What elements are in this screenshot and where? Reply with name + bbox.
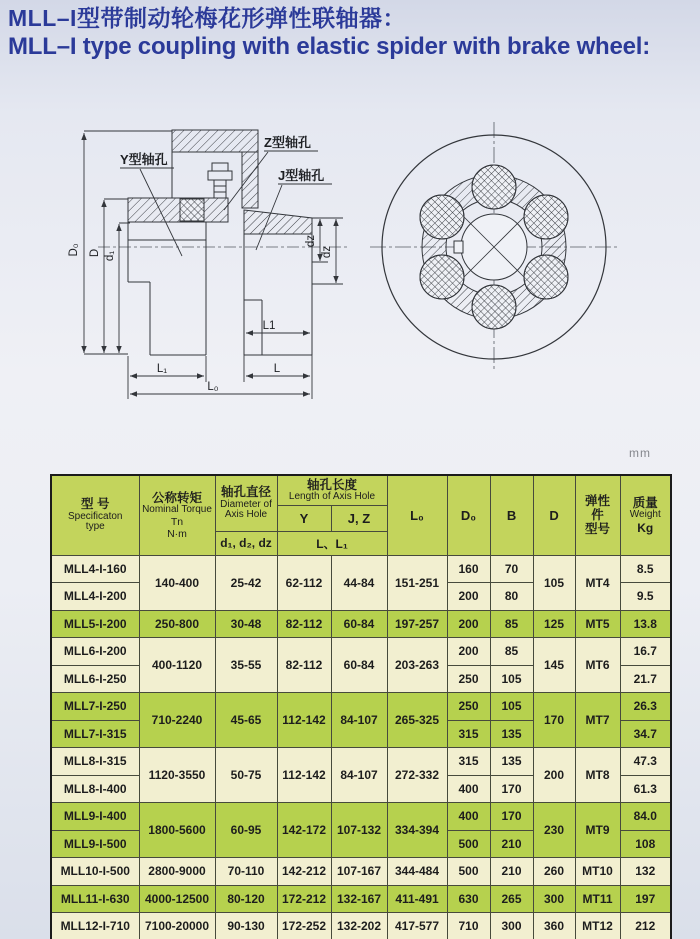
dim-label-L: L xyxy=(273,363,281,375)
bolt-detail xyxy=(208,163,232,198)
cell-model: MLL8-I-400 xyxy=(51,775,139,803)
cell-torque: 140-400 xyxy=(139,555,215,610)
cell-L0: 344-484 xyxy=(387,858,447,886)
header-dia-en: Diameter of xyxy=(220,498,272,510)
cell-torque: 1120-3550 xyxy=(139,748,215,803)
cell-weight: 212 xyxy=(620,913,671,939)
table-row xyxy=(51,748,671,776)
cell-D: 200 xyxy=(533,748,575,803)
cell-elastic-model: MT7 xyxy=(575,693,620,748)
hub-flange-section xyxy=(128,198,228,222)
col-header-elastic xyxy=(575,475,620,555)
cell-torque: 710-2240 xyxy=(139,693,215,748)
cell-B: 265 xyxy=(490,885,533,913)
cell-length-jz: 107-132 xyxy=(331,803,387,858)
cell-D0: 250 xyxy=(447,693,490,721)
cell-model: MLL9-I-500 xyxy=(51,830,139,858)
dim-label-D: D xyxy=(89,248,101,258)
cell-length-jz: 84-107 xyxy=(331,693,387,748)
table-row xyxy=(51,913,671,939)
cell-B: 135 xyxy=(490,720,533,748)
cell-length-y: 82-112 xyxy=(277,638,331,693)
dim-label-L0: L₀ xyxy=(207,381,219,393)
cell-L0: 203-263 xyxy=(387,638,447,693)
dim-label-L1: L₁ xyxy=(156,363,168,375)
keyway xyxy=(454,241,463,253)
cell-diameter: 45-65 xyxy=(215,693,277,748)
table-row xyxy=(51,803,671,831)
header-len-sub: L、L₁ xyxy=(277,531,387,555)
cell-D: 300 xyxy=(533,885,575,913)
cell-D0: 200 xyxy=(447,638,490,666)
callout-j-hole: J型轴孔 xyxy=(278,168,325,183)
cell-weight: 47.3 xyxy=(620,748,671,776)
cell-weight: 197 xyxy=(620,885,671,913)
cell-B: 80 xyxy=(490,583,533,611)
cell-elastic-model: MT12 xyxy=(575,913,620,939)
cell-diameter: 90-130 xyxy=(215,913,277,939)
cell-length-jz: 107-167 xyxy=(331,858,387,886)
header-weight-zh: 质量 xyxy=(632,495,658,510)
cell-model: MLL5-I-200 xyxy=(51,610,139,638)
cell-length-y: 82-112 xyxy=(277,610,331,638)
cell-D: 125 xyxy=(533,610,575,638)
cell-length-jz: 60-84 xyxy=(331,610,387,638)
dim-label-D0: D₀ xyxy=(68,243,80,257)
cell-model: MLL11-I-630 xyxy=(51,885,139,913)
cell-L0: 334-394 xyxy=(387,803,447,858)
cell-length-jz: 132-202 xyxy=(331,913,387,939)
col-header-JZ: J, Z xyxy=(331,505,387,531)
cell-D0: 500 xyxy=(447,858,490,886)
cell-model: MLL7-I-250 xyxy=(51,693,139,721)
cell-B: 105 xyxy=(490,665,533,693)
header-weight-unit: Kg xyxy=(637,520,654,535)
cell-diameter: 80-120 xyxy=(215,885,277,913)
header-model-en: Specificaton xyxy=(68,510,123,522)
cell-model: MLL8-I-315 xyxy=(51,748,139,776)
spec-table xyxy=(50,474,672,939)
cell-D: 105 xyxy=(533,555,575,610)
cell-B: 70 xyxy=(490,555,533,583)
dim-label-d1: d₁ xyxy=(104,250,116,262)
cell-length-y: 62-112 xyxy=(277,555,331,610)
cell-length-y: 112-142 xyxy=(277,748,331,803)
front-view xyxy=(370,122,620,372)
cell-length-jz: 84-107 xyxy=(331,748,387,803)
cell-model: MLL12-I-710 xyxy=(51,913,139,939)
col-header-length xyxy=(277,475,387,505)
cell-torque: 7100-20000 xyxy=(139,913,215,939)
cell-model: MLL4-I-160 xyxy=(51,555,139,583)
cell-weight: 21.7 xyxy=(620,665,671,693)
header-dia-en2: Axis Hole xyxy=(224,509,268,521)
col-header-D0: D₀ xyxy=(447,475,490,555)
spec-table-header xyxy=(51,475,671,555)
table-row xyxy=(51,885,671,913)
cell-weight: 26.3 xyxy=(620,693,671,721)
cell-L0: 151-251 xyxy=(387,555,447,610)
cell-length-jz: 44-84 xyxy=(331,555,387,610)
cell-diameter: 60-95 xyxy=(215,803,277,858)
brake-rim-section xyxy=(172,130,258,152)
dimension-labels xyxy=(68,235,333,393)
cell-B: 105 xyxy=(490,693,533,721)
dim-label-dz-b: dz xyxy=(321,245,333,259)
callout-y-hole: Y型轴孔 xyxy=(120,152,168,167)
cell-D0: 630 xyxy=(447,885,490,913)
cell-B: 135 xyxy=(490,748,533,776)
cell-length-jz: 60-84 xyxy=(331,638,387,693)
header-torque-zh: 公称转矩 xyxy=(151,490,202,505)
table-row xyxy=(51,555,671,583)
cell-D0: 200 xyxy=(447,610,490,638)
cell-weight: 132 xyxy=(620,858,671,886)
cell-B: 300 xyxy=(490,913,533,939)
cell-diameter: 50-75 xyxy=(215,748,277,803)
unit-label: mm xyxy=(629,446,651,460)
cell-weight: 9.5 xyxy=(620,583,671,611)
cell-elastic-model: MT11 xyxy=(575,885,620,913)
cell-diameter: 70-110 xyxy=(215,858,277,886)
page-title-zh: MLL–I型带制动轮梅花形弹性联轴器： xyxy=(8,5,406,31)
cell-D0: 500 xyxy=(447,830,490,858)
cell-length-y: 142-212 xyxy=(277,858,331,886)
cell-torque: 400-1120 xyxy=(139,638,215,693)
header-len-en: Length of Axis Hole xyxy=(288,491,376,503)
col-header-B: B xyxy=(490,475,533,555)
cell-D0: 315 xyxy=(447,748,490,776)
header-elastic-1: 弹性 xyxy=(585,493,611,508)
cell-B: 210 xyxy=(490,858,533,886)
cell-torque: 2800-9000 xyxy=(139,858,215,886)
col-header-diameter xyxy=(215,475,277,531)
cell-L0: 411-491 xyxy=(387,885,447,913)
cell-length-y: 112-142 xyxy=(277,693,331,748)
cell-weight: 108 xyxy=(620,830,671,858)
cell-B: 85 xyxy=(490,610,533,638)
cell-diameter: 35-55 xyxy=(215,638,277,693)
right-hub-outline xyxy=(244,234,312,355)
header-model-en2: type xyxy=(85,521,105,533)
cell-torque: 4000-12500 xyxy=(139,885,215,913)
cell-B: 170 xyxy=(490,803,533,831)
cell-L0: 272-332 xyxy=(387,748,447,803)
cell-L0: 265-325 xyxy=(387,693,447,748)
page-title-en: MLL–I type coupling with elastic spider with brake wheel: xyxy=(8,33,651,61)
table-row xyxy=(51,693,671,721)
cell-B: 210 xyxy=(490,830,533,858)
cell-length-y: 142-172 xyxy=(277,803,331,858)
table-row xyxy=(51,638,671,666)
cell-weight: 84.0 xyxy=(620,803,671,831)
col-header-weight xyxy=(620,475,671,555)
table-row xyxy=(51,858,671,886)
cell-torque: 250-800 xyxy=(139,610,215,638)
cell-D0: 160 xyxy=(447,555,490,583)
cell-model: MLL4-I-200 xyxy=(51,583,139,611)
cell-B: 170 xyxy=(490,775,533,803)
cell-diameter: 25-42 xyxy=(215,555,277,610)
cell-D: 260 xyxy=(533,858,575,886)
col-header-Y: Y xyxy=(277,505,331,531)
header-torque-unit: N·m xyxy=(167,527,187,540)
col-header-torque xyxy=(139,475,215,555)
cell-elastic-model: MT9 xyxy=(575,803,620,858)
header-dia-sub: d₁, d₂, dz xyxy=(215,531,277,555)
cell-weight: 8.5 xyxy=(620,555,671,583)
dim-label-L1-mid: L1 xyxy=(262,320,276,332)
cell-D: 230 xyxy=(533,803,575,858)
cell-model: MLL9-I-400 xyxy=(51,803,139,831)
col-header-L0: L₀ xyxy=(387,475,447,555)
cell-model: MLL10-I-500 xyxy=(51,858,139,886)
cell-model: MLL6-I-200 xyxy=(51,638,139,666)
cell-elastic-model: MT10 xyxy=(575,858,620,886)
header-dia-zh: 轴孔直径 xyxy=(220,485,271,500)
cell-weight: 13.8 xyxy=(620,610,671,638)
table-row xyxy=(51,610,671,638)
cell-elastic-model: MT8 xyxy=(575,748,620,803)
cell-D: 360 xyxy=(533,913,575,939)
cell-weight: 34.7 xyxy=(620,720,671,748)
cell-L0: 417-577 xyxy=(387,913,447,939)
header-len-zh: 轴孔长度 xyxy=(307,477,358,492)
cell-L0: 197-257 xyxy=(387,610,447,638)
header-weight-en: Weight xyxy=(629,509,661,521)
header-model-zh: 型 号 xyxy=(81,497,110,512)
right-hub-section xyxy=(244,210,312,234)
left-hub-outline xyxy=(128,222,206,355)
header-elastic-2: 件 xyxy=(591,508,604,523)
technical-drawing xyxy=(0,80,700,460)
callout-z-hole: Z型轴孔 xyxy=(264,135,311,150)
cell-D0: 200 xyxy=(447,583,490,611)
cell-D0: 400 xyxy=(447,803,490,831)
cell-weight: 61.3 xyxy=(620,775,671,803)
cell-model: MLL6-I-250 xyxy=(51,665,139,693)
col-header-D: D xyxy=(533,475,575,555)
cell-diameter: 30-48 xyxy=(215,610,277,638)
cell-length-jz: 132-167 xyxy=(331,885,387,913)
cell-torque: 1800-5600 xyxy=(139,803,215,858)
header-torque-en: Nominal Torque xyxy=(142,503,212,515)
header-torque-sym: Tn xyxy=(170,515,184,528)
cell-B: 85 xyxy=(490,638,533,666)
cell-weight: 16.7 xyxy=(620,638,671,666)
cell-D: 145 xyxy=(533,638,575,693)
cell-D0: 400 xyxy=(447,775,490,803)
cell-length-y: 172-212 xyxy=(277,885,331,913)
dim-label-dz-a: dz xyxy=(305,234,317,248)
cell-D0: 315 xyxy=(447,720,490,748)
page-title xyxy=(8,4,650,62)
brake-web-section xyxy=(242,152,258,208)
header-elastic-3: 型号 xyxy=(585,522,611,537)
cell-D0: 250 xyxy=(447,665,490,693)
cell-elastic-model: MT6 xyxy=(575,638,620,693)
cell-elastic-model: MT4 xyxy=(575,555,620,610)
cell-elastic-model: MT5 xyxy=(575,610,620,638)
col-header-model xyxy=(51,475,139,555)
cell-D0: 710 xyxy=(447,913,490,939)
cell-length-y: 172-252 xyxy=(277,913,331,939)
cell-model: MLL7-I-315 xyxy=(51,720,139,748)
spec-table-body xyxy=(51,555,671,939)
cell-D: 170 xyxy=(533,693,575,748)
